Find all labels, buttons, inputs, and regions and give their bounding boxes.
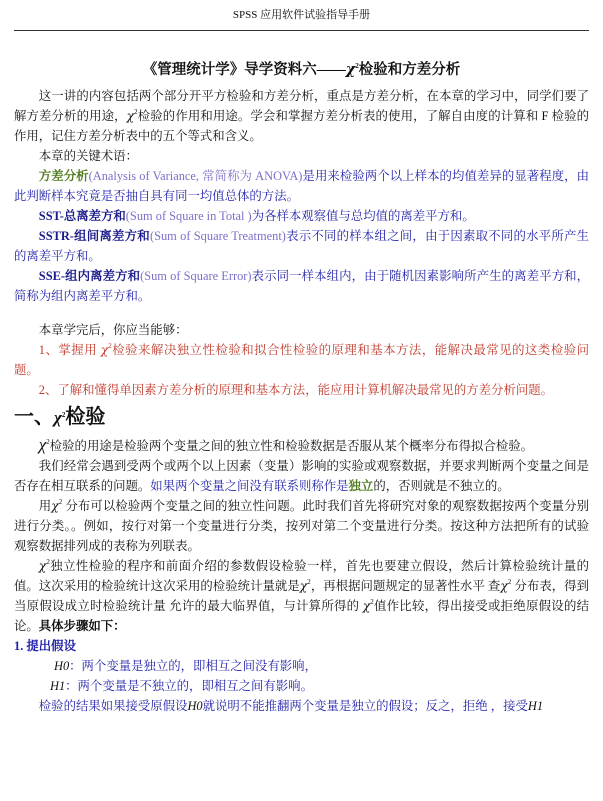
section-paragraph-3: 用$\chi^2$ 分布可以检验两个变量之间的独立性问题。此时我们首先将研究对象的观察数据按两个变量分别进行分类。。例如，按行对第一个变量进行分类，按列对第二个变量进行分类。按这种方法把所有的试验观察数据排列成的表称为列联表。 <box>14 498 589 553</box>
section-paragraph-1: $\chi^2$检验的用途是检验两个变量之间的独立性和检验数据是否服从某个概率分布得拟合检验。 <box>38 435 534 454</box>
page-content <box>14 60 589 716</box>
spacer <box>14 306 589 320</box>
page-title: 《管理统计学》导学资料六$——\chi^2$检验和方差分析 <box>142 61 461 78</box>
term-sst: SST-总离差方和(Sum of Square in Total )为各样本观察值与总均值的离差平方和。 <box>38 209 475 223</box>
intro-paragraph: 这一讲的内容包括两个部分开平方检验和方差分析，重点是方差分析，在本章的学习中，同学们要了解方差分析的用途，$\chi^2$检验的作用和用途。学会和掌握方差分析表的使用，了解自由度的计算和 F 检验的作用，记住方差分析表中的五个等式和含义。 <box>14 89 590 143</box>
term-anova: 方差分析(Analysis of Variance, 常简称为 ANOVA)是用来检验两个以上样本的均值差异的显著程度，由此判断样本究竟是否抽自具有同一均值总体的方法。 <box>14 169 590 203</box>
term-sse: SSE-组内离差方和(Sum of Square Error)表示同一样本组内，由于随机因素影响所产生的离差平方和，简称为组内离差平方和。 <box>14 269 590 303</box>
conclusion-paragraph: 检验的结果如果接受原假设H0就说明不能推翻两个变量是独立的假设；反之，拒绝 ，接受H1 <box>38 699 544 713</box>
goals-label: 本章学完后，你应当能够： <box>38 323 188 337</box>
hypothesis-h0: H0：两个变量是独立的，即相互之间没有影响， <box>54 659 317 673</box>
step-1-heading: 1. 提出假设 <box>14 639 76 653</box>
running-header: SPSS 应用软件试验指导手册 <box>14 0 589 31</box>
section-paragraph-4: $\chi^2$独立性检验的程序和前面介绍的参数假设检验一样，首先也要建立假设，然后计算检验统计量的值。这次采用的检验统计这次采用的检验统计量就是$\chi^2$，再根据问题规定的显著性水平 查$\chi^2$ 分布表，得到当原假设成立时检验统计量 允许的最大临界值，与计算所得的 $\chi^2$值作比较，得出接受或拒绝原假设的结论。具体步骤如下： <box>14 558 589 633</box>
section-paragraph-2: 我们经常会遇到受两个或两个以上因素（变量）影响的实验或观察数据，并要求判断两个变量之间是否存在相互联系的问题。如果两个变量之间没有联系则称作是独立的，否则就是不独立的。 <box>14 459 589 493</box>
goal-2: 2、了解和懂得单因素方差分析的原理和基本方法，能应用计算机解决最常见的方差分析问题。 <box>38 383 554 397</box>
term-sstr: SSTR-组间离差方和(Sum of Square Treatment)表示不同的样本组之间，由于因素取不同的水平所产生的离差平方和。 <box>14 229 590 263</box>
hypothesis-h1: H1：两个变量是不独立的，即相互之间有影响。 <box>50 679 313 693</box>
section-heading: 一、$\chi^2$检验 <box>14 406 106 428</box>
keywords-label: 本章的关键术语： <box>38 149 138 163</box>
goal-1: 1、掌握用 $\chi^2$检验来解决独立性检验和拟合性检验的原理和基本方法，能解决最常见的这类检验问题。 <box>14 342 590 377</box>
